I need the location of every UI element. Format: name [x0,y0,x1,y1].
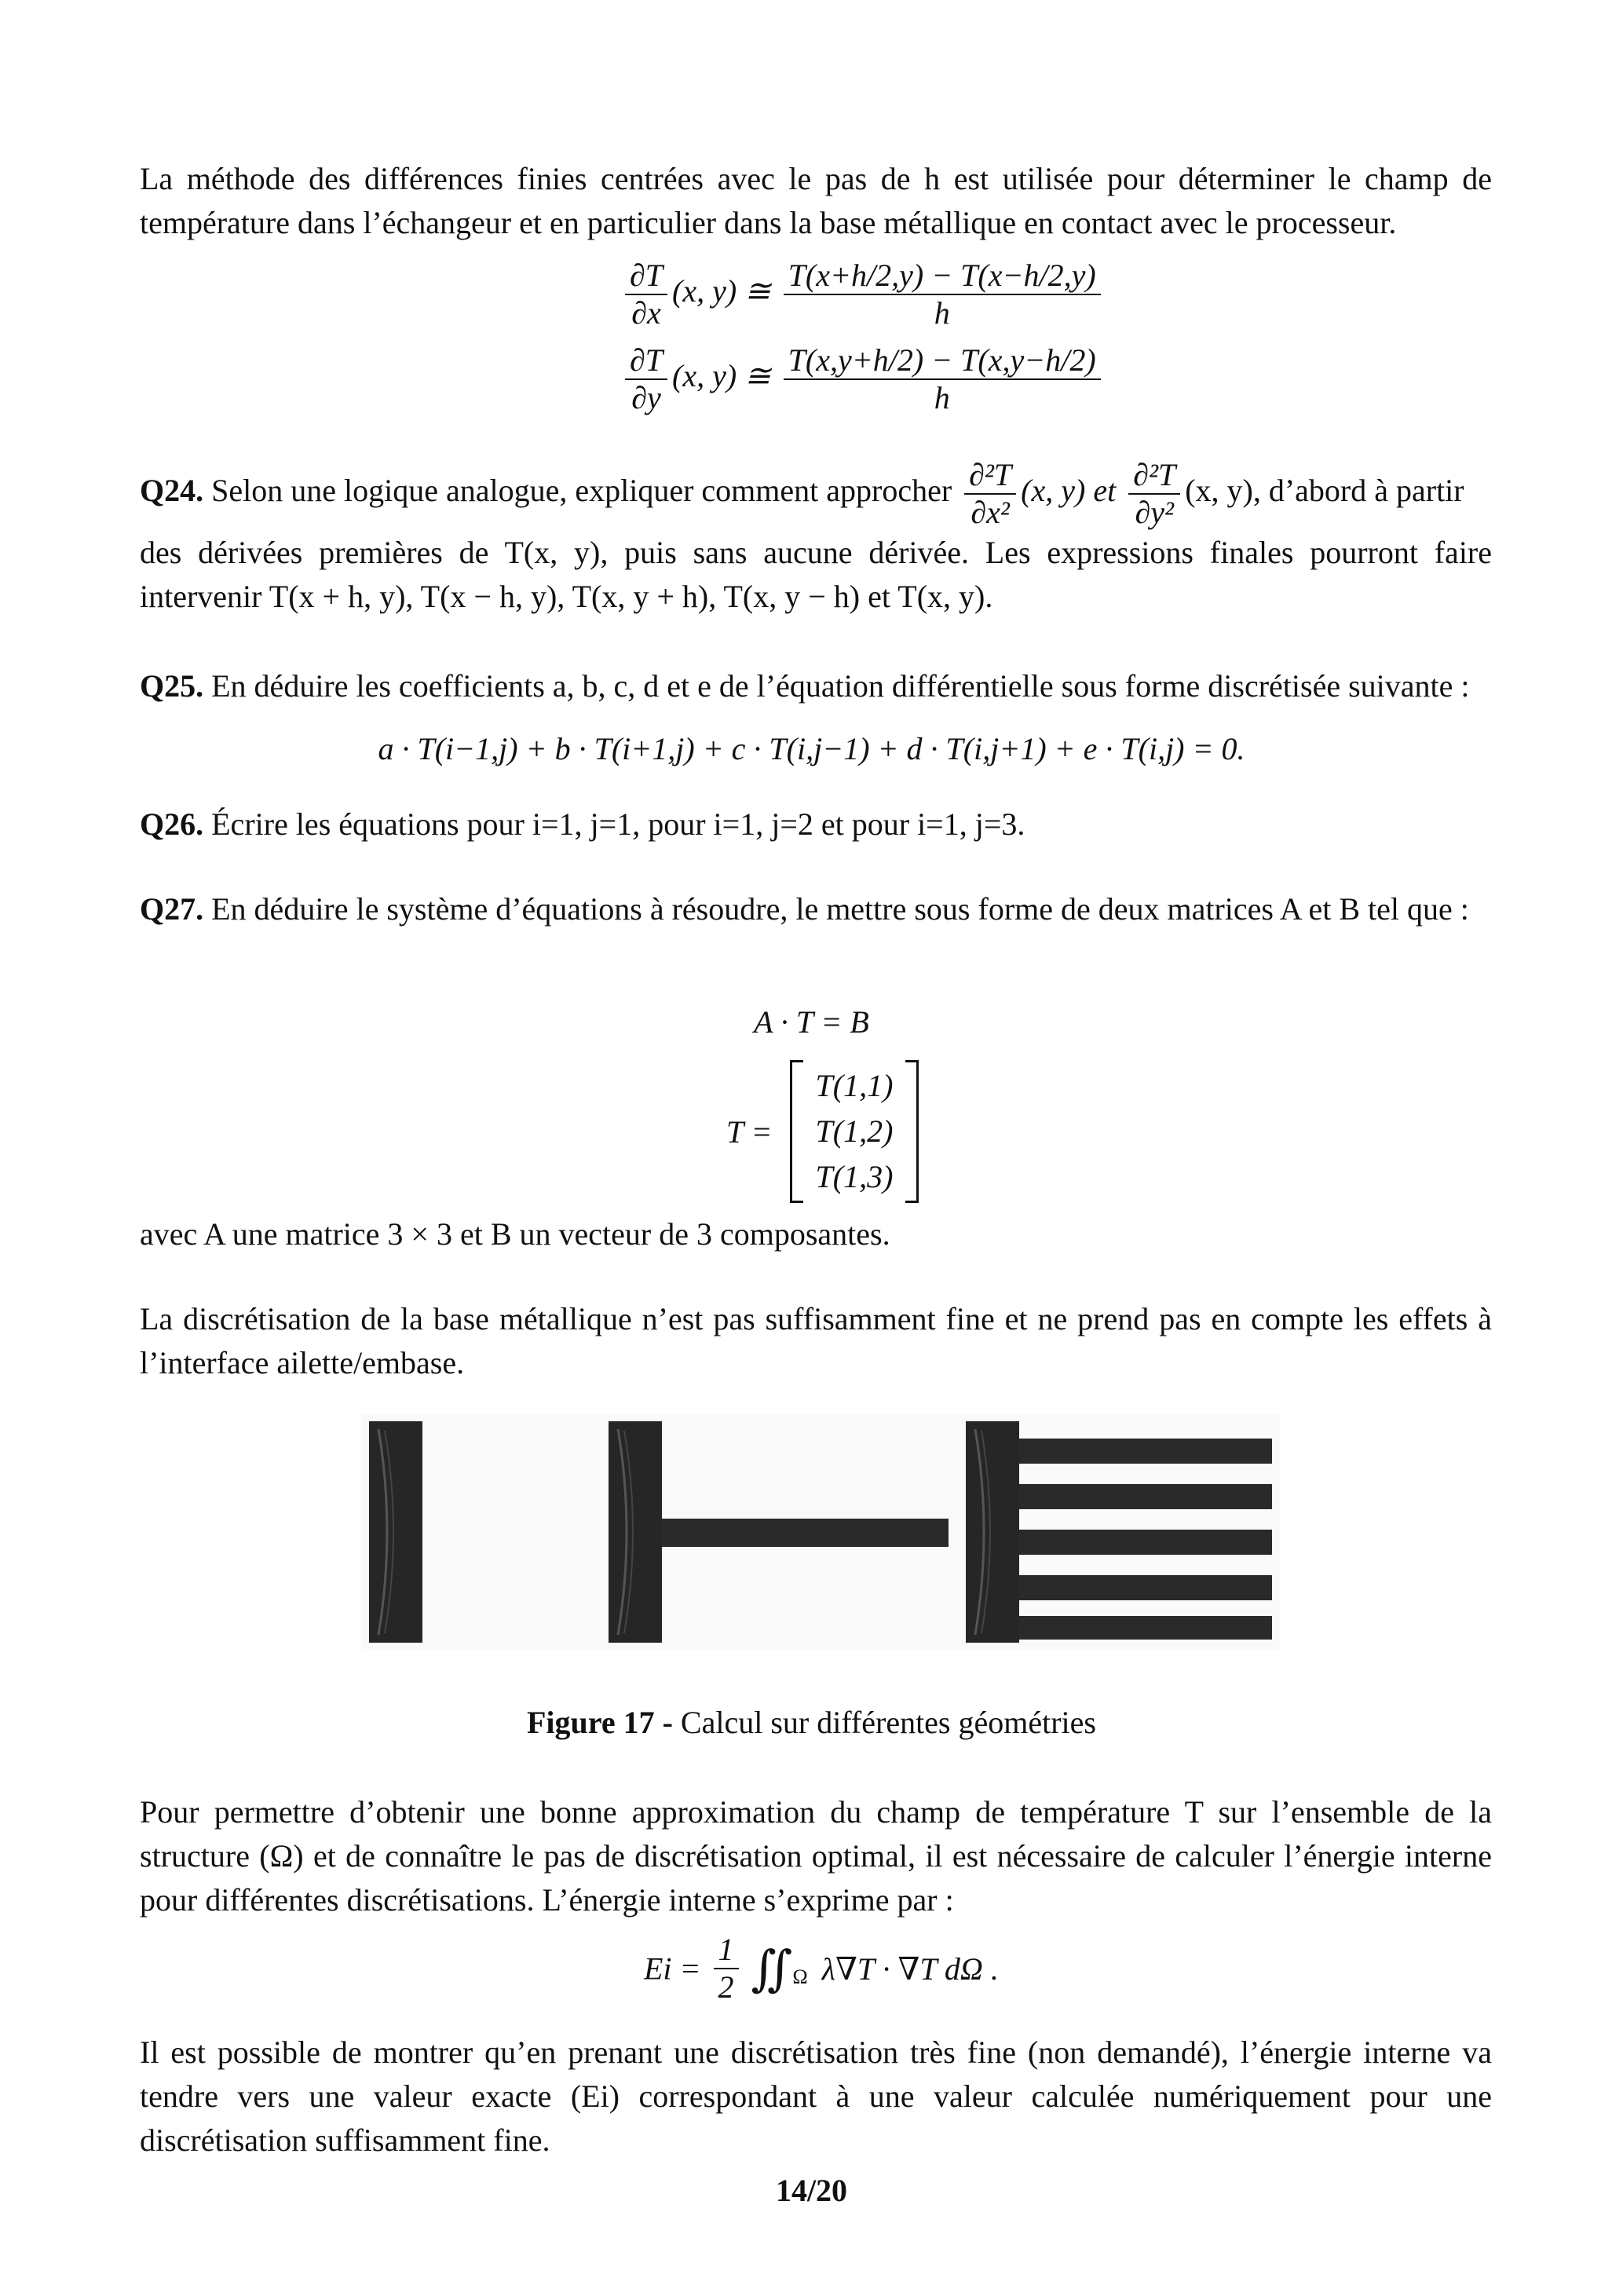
fin [1019,1439,1272,1464]
energy-lhs: Ei = [644,1951,701,1987]
T-label: T = [726,1113,773,1150]
figure-caption-text: Calcul sur différentes géométries [680,1705,1096,1740]
T-vector-entry: T(1,1) [815,1068,894,1103]
dy-lhs-num: ∂T [625,342,667,380]
fin [1019,1616,1272,1640]
q27-after: avec A une matrice 3 × 3 et B un vecteur de 3 composantes. [140,1216,890,1252]
question-q27 [140,887,1492,931]
q24-text-b: (x, y), d’abord à partir [1185,473,1464,509]
dx-rhs-den: h [934,295,950,331]
final-paragraph: Il est possible de montrer qu’en prenant une discrétisation très fine (non demandé), l’énergie interne va tendre vers une valeur exacte (Ei) correspondant à une valeur calculée numériquement pour une discrétisation suffisamment fine. [140,2035,1492,2158]
dx-lhs-num: ∂T [625,258,667,295]
q25-label: Q25. [140,668,204,704]
q25-text: En déduire les coefficients a, b, c, d et e de l’équation différentielle sous forme discrétisée suivante : [211,668,1470,704]
dx-args: (x, y) ≅ [672,273,771,309]
q24-d2y-num: ∂²T [1128,457,1180,495]
q27-T-vector [726,1060,919,1203]
dx-rhs-num: T(x+h/2,y) − T(x−h/2,y) [784,258,1101,295]
dy-rhs-den: h [934,380,950,415]
q25-equation: a · T(i−1,j) + b · T(i+1,j) + c · T(i,j−1) + d · T(i,j+1) + e · T(i,j) = 0. [378,731,1245,766]
T-vector-entry: T(1,2) [815,1113,894,1149]
T-vector-bracket [790,1060,919,1203]
q24-d2x-num: ∂²T [964,457,1016,495]
dy-lhs-den: ∂y [631,380,661,415]
q24-text-c: des dérivées premières de T(x, y), puis sans aucune dérivée. Les expressions finales pourront faire intervenir T(x + h, y), T(x − h, y), T(x, y + h), T(x, y − h) et T(x, y). [140,535,1492,614]
discretisation-paragraph: La discrétisation de la base métallique n’est pas suffisamment fine et ne prend pas en compte les effets à l’interface ailette/embase. [140,1301,1492,1380]
energy-frac-num: 1 [714,1932,739,1969]
q27-label: Q27. [140,891,204,927]
q24-d2x-den: ∂x² [971,495,1010,530]
fin [1019,1530,1272,1555]
fin [1019,1484,1272,1509]
dy-rhs-num: T(x,y+h/2) − T(x,y−h/2) [784,342,1101,380]
double-integral-symbol: ∬ [751,1943,793,1996]
dy-args: (x, y) ≅ [672,358,771,394]
q27-text: En déduire le système d’équations à résoudre, le mettre sous forme de deux matrices A et B tel que : [211,891,1469,927]
q24-args1: (x, y) et [1021,473,1117,509]
geometry-base-only [369,1421,422,1643]
q26-label: Q26. [140,806,204,842]
equation-dT-dy [620,342,1106,416]
figure-caption [0,1704,1623,1741]
q24-text-a: Selon une logique analogue, expliquer comment approcher [211,473,952,509]
figure-caption-label: Figure 17 - [527,1705,673,1740]
energy-frac-den: 2 [718,1969,734,2005]
equation-dT-dx [620,258,1106,331]
energy-paragraph: Pour permettre d’obtenir une bonne approximation du champ de température T sur l’ensemble de la structure (Ω) et de connaître le pas de discrétisation optimal, il est nécessaire de calculer l’énergie interne pour différentes discrétisations. L’énergie interne s’exprime par : [140,1794,1492,1918]
page-number: 14/20 [775,2173,848,2208]
q24-d2y-den: ∂y² [1135,495,1174,530]
question-q26 [140,803,1492,846]
q24-label: Q24. [140,473,204,509]
integral-domain: Ω [792,1965,808,1989]
T-vector-entry: T(1,3) [815,1159,894,1194]
question-q25 [140,664,1492,708]
intro-paragraph: La méthode des différences finies centrées avec le pas de h est utilisée pour déterminer le champ de température dans l’échangeur et en particulier dans la base métallique en contact avec le processeur. [140,161,1492,240]
energy-integrand: λ∇T · ∇T dΩ . [821,1951,999,1987]
figure-17-geometries [361,1413,1280,1649]
question-q24 [140,457,1492,619]
energy-equation [644,1932,999,2005]
fin [1019,1575,1272,1600]
q27-matrix-equation: A · T = B [754,1004,869,1040]
q26-text: Écrire les équations pour i=1, j=1, pour i=1, j=2 et pour i=1, j=3. [211,806,1025,842]
fin [662,1519,949,1547]
dx-lhs-den: ∂x [631,295,661,331]
